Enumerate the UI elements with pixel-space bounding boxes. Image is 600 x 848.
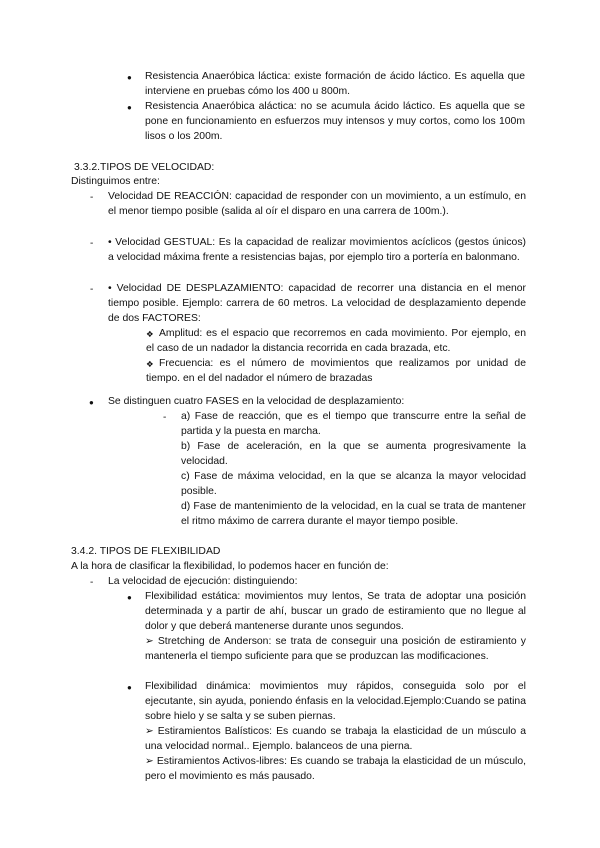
- diamond-bullet-icon: ❖: [146, 329, 154, 339]
- bullet-anaerobica-alactica: Resistencia Anaeróbica aláctica: no se acumula ácido láctico. Es aquella que se pone en funcionamiento en esfuerzos muy intensos y muy cortos, como los 100m lisos o los 200m.: [145, 101, 525, 143]
- bullet-icon: ●: [127, 73, 132, 82]
- bullet-anaerobica-lactica: Resistencia Anaeróbica láctica: existe formación de ácido láctico. Es aquella que interviene en pruebas cómo los 400 u 800m.: [145, 71, 525, 98]
- diamond-bullet-icon: ❖: [146, 359, 154, 369]
- fase-reaccion: a) Fase de reacción, que es el tiempo que transcurre entre la señal de partida y la puesta en marcha.: [181, 411, 526, 438]
- estiramientos-activos-libres: ➢ Estiramientos Activos-libres: Es cuando se trabaja la elasticidad de un músculo, pero el movimiento es más pausado.: [145, 756, 526, 783]
- section-heading-velocidad: 3.3.2.TIPOS DE VELOCIDAD:: [74, 162, 215, 173]
- velocidad-ejecucion: La velocidad de ejecución: distinguiendo:: [108, 576, 298, 587]
- factor-frecuencia: Frecuencia: es el número de movimientos que realizamos por unidad de tiempo. en el del nadador el número de brazadas: [146, 358, 526, 385]
- fase-maxima-velocidad: c) Fase de máxima velocidad, en la que se alcanza la mayor velocidad posible.: [181, 471, 526, 498]
- dash-marker: -: [163, 412, 167, 423]
- flexibilidad-dinamica: Flexibilidad dinámica: movimientos muy rápidos, conseguida solo por el ejecutante, sin ayuda, poniendo énfasis en la velocidad.Ejemplo:Cuando se patina sobre hielo y se salta y se suben piernas.: [145, 681, 526, 723]
- fase-mantenimiento: d) Fase de mantenimiento de la velocidad, en la cual se trata de mantener el ritmo máximo de carrera durante el mayor tiempo posible.: [181, 501, 526, 528]
- velocidad-gestual: • Velocidad GESTUAL: Es la capacidad de realizar movimientos acíclicos (gestos únicos) a velocidad máxima frente a resistencias bajas, por ejemplo tiro a portería en balonmano.: [108, 237, 526, 264]
- velocidad-intro: Distinguimos entre:: [71, 176, 160, 187]
- dash-marker: -: [90, 192, 94, 203]
- bullet-icon: ●: [127, 103, 132, 112]
- estiramientos-balisticos: ➢ Estiramientos Balísticos: Es cuando se trabaja la elasticidad de un músculo a una velocidad normal.. Ejemplo. balanceos de una pierna.: [145, 726, 526, 753]
- fase-aceleracion: b) Fase de aceleración, en la que se aumenta progresivamente la velocidad.: [181, 441, 526, 468]
- bullet-icon: ●: [127, 593, 132, 602]
- bullet-icon: ●: [127, 683, 132, 692]
- bullet-icon: ●: [89, 398, 94, 407]
- stretching-anderson: ➢ Stretching de Anderson: se trata de conseguir una posición de estiramiento y mantenerla el tiempo suficiente para que se produzcan las modificaciones.: [145, 636, 526, 663]
- flexibilidad-estatica: Flexibilidad estática: movimientos muy lentos, Se trata de adoptar una posición determinada y a partir de ahí, buscar un grado de estiramiento que no llegue al dolor y que deberá mantenerse durante unos segundos.: [145, 591, 526, 633]
- flexibilidad-intro: A la hora de clasificar la flexibilidad, lo podemos hacer en función de:: [71, 561, 389, 572]
- dash-marker: -: [90, 577, 94, 588]
- velocidad-reaccion: Velocidad DE REACCIÓN: capacidad de responder con un movimiento, a un estímulo, en el menor tiempo posible (salida al oír el disparo en una carrera de 100m.).: [108, 191, 526, 218]
- factor-amplitud: Amplitud: es el espacio que recorremos en cada movimiento. Por ejemplo, en el caso de un nadador la distancia recorrida en cada brazada, etc.: [146, 328, 526, 355]
- dash-marker: -: [90, 284, 94, 295]
- fases-intro: Se distinguen cuatro FASES en la velocidad de desplazamiento:: [108, 396, 405, 407]
- velocidad-desplazamiento: • Velocidad DE DESPLAZAMIENTO: capacidad de recorrer una distancia en el menor tiempo posible. Ejemplo: carrera de 60 metros. La velocidad de desplazamiento depende de dos FACTORES:: [108, 283, 526, 325]
- dash-marker: -: [90, 238, 94, 249]
- section-heading-flexibilidad: 3.4.2. TIPOS DE FLEXIBILIDAD: [71, 546, 221, 557]
